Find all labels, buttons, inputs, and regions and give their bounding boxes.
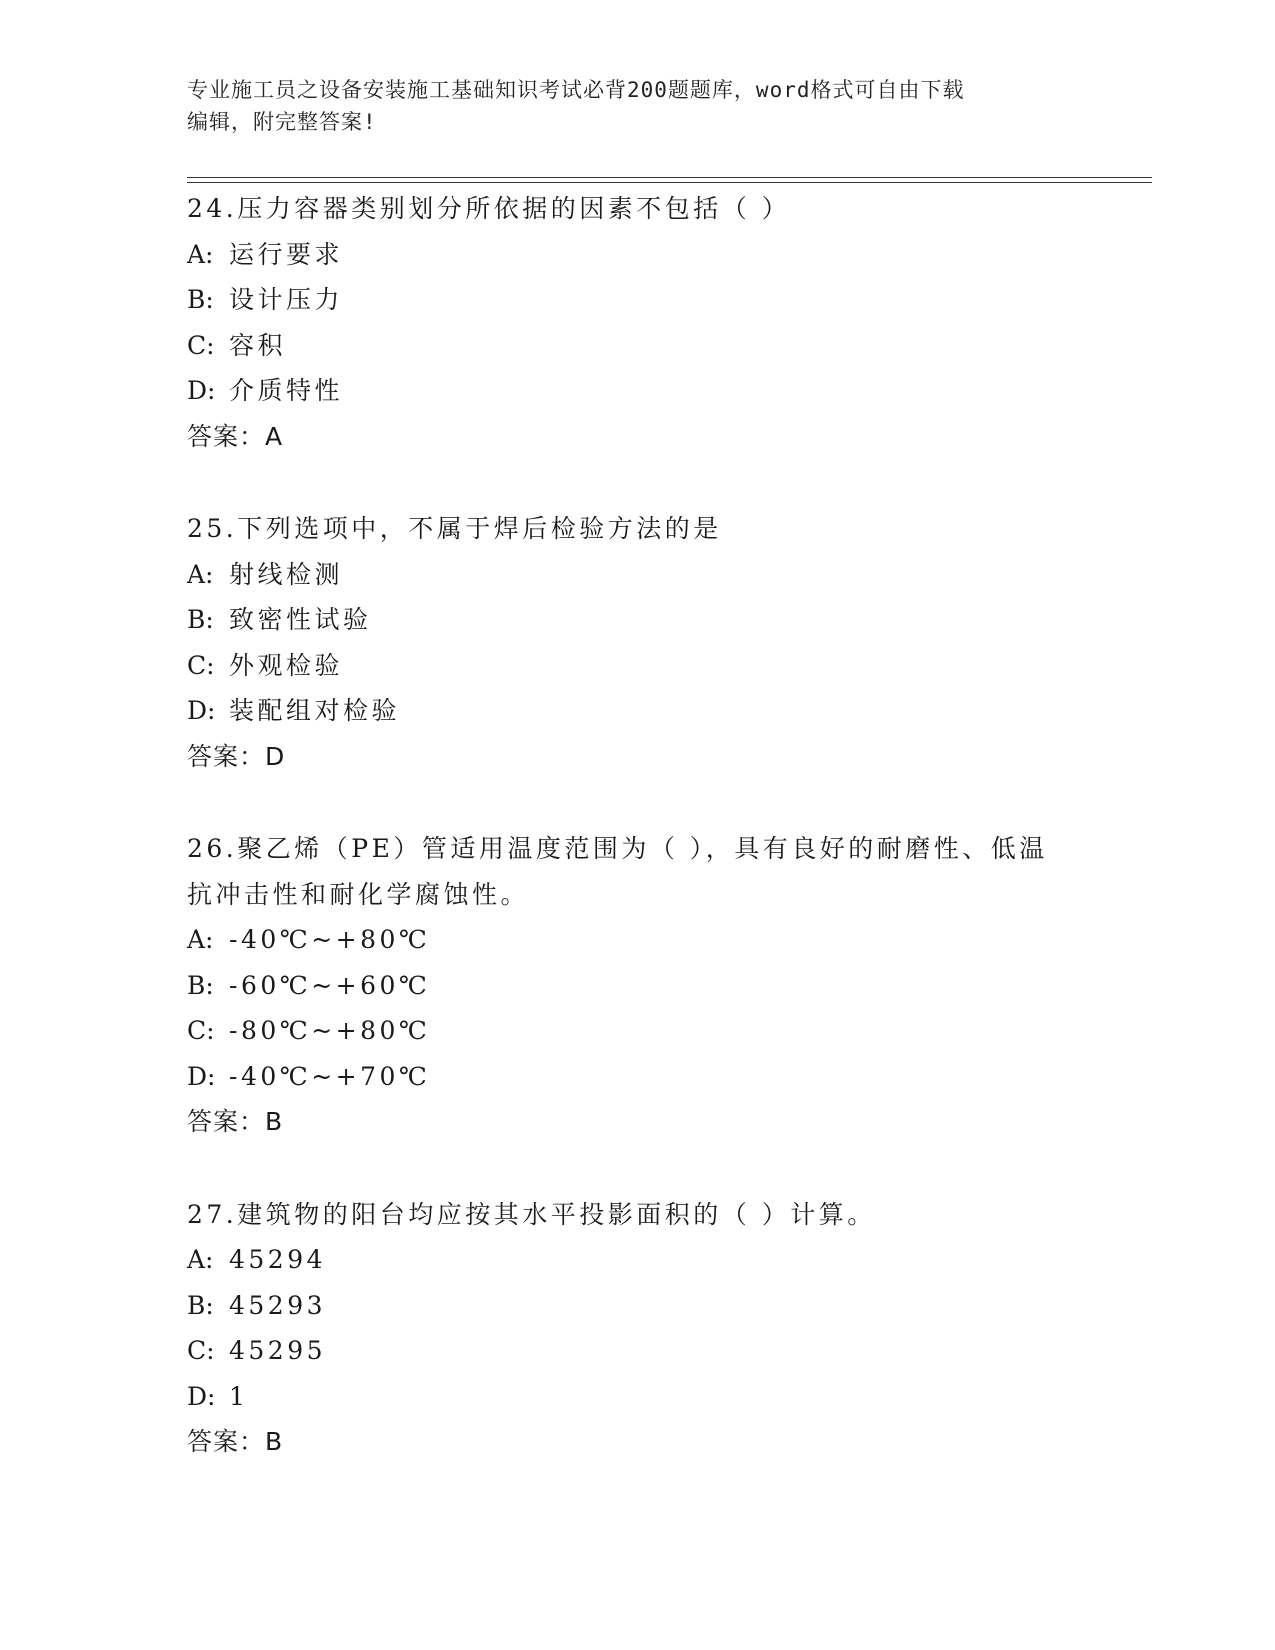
- option-a: [187, 232, 1087, 278]
- option-a: [187, 917, 1087, 963]
- option-letter: C:: [187, 650, 215, 680]
- question-26: [187, 826, 1087, 1145]
- option-text: -80℃~+80℃: [229, 1016, 431, 1045]
- option-text: -40℃~+80℃: [229, 925, 431, 954]
- option-text: 致密性试验: [229, 605, 372, 634]
- question-25: [187, 506, 1087, 779]
- option-letter: C:: [187, 330, 215, 360]
- answer-line: 答案：B: [187, 1427, 284, 1456]
- option-text: 设计压力: [229, 285, 344, 314]
- option-letter: A:: [187, 1245, 214, 1274]
- option-letter: B:: [187, 605, 214, 634]
- option-letter: B:: [187, 970, 214, 1000]
- option-c: [187, 323, 1087, 369]
- option-text: 45294: [229, 1245, 327, 1274]
- document-header: [187, 74, 1067, 138]
- option-text: -40℃~+70℃: [229, 1061, 431, 1091]
- option-letter: C:: [187, 1016, 215, 1045]
- option-a: [187, 552, 1087, 598]
- option-d: [187, 1054, 1087, 1100]
- header-divider-bottom: [187, 182, 1152, 183]
- option-letter: D:: [187, 1381, 216, 1411]
- option-text: 容积: [229, 330, 287, 360]
- option-letter: D:: [187, 696, 216, 725]
- question-stem: 25.下列选项中，不属于焊后检验方法的是: [187, 514, 722, 543]
- question-stem: 24.压力容器类别划分所依据的因素不包括（ ）: [187, 194, 791, 223]
- question-27: [187, 1192, 1087, 1465]
- answer-line: 答案：A: [187, 421, 284, 451]
- header-divider-top: [187, 177, 1152, 178]
- option-text: 装配组对检验: [229, 696, 401, 725]
- option-c: [187, 643, 1087, 689]
- question-stem: 27.建筑物的阳台均应按其水平投影面积的（ ）计算。: [187, 1199, 876, 1229]
- option-d: [187, 368, 1087, 414]
- option-text: 运行要求: [229, 239, 344, 269]
- option-a: [187, 1237, 1087, 1283]
- question-stem: 26.聚乙烯（PE）管适用温度范围为（ ），具有良好的耐磨性、低温: [187, 834, 1048, 863]
- option-c: [187, 1328, 1087, 1374]
- header-line-2: 编辑，附完整答案!: [187, 110, 377, 134]
- option-text: 射线检测: [229, 559, 344, 589]
- header-line-1: 专业施工员之设备安装施工基础知识考试必背200题题库，word格式可自由下载: [187, 78, 965, 102]
- option-text: 45295: [229, 1336, 327, 1365]
- option-text: 外观检验: [229, 650, 344, 680]
- option-letter: D:: [187, 1061, 216, 1091]
- option-b: [187, 277, 1087, 323]
- option-letter: A:: [187, 559, 214, 589]
- question-24: [187, 186, 1087, 459]
- option-letter: B:: [187, 285, 214, 314]
- option-text: -60℃~+60℃: [229, 970, 431, 1000]
- question-stem-continued: 抗冲击性和耐化学腐蚀性。: [187, 879, 530, 909]
- question-list: [187, 186, 1087, 1465]
- option-letter: C:: [187, 1336, 215, 1365]
- option-letter: D:: [187, 376, 216, 405]
- option-letter: A:: [187, 925, 214, 954]
- option-text: 介质特性: [229, 376, 344, 405]
- option-b: [187, 1283, 1087, 1329]
- option-d: [187, 688, 1087, 734]
- option-text: 45293: [229, 1290, 327, 1320]
- option-letter: B:: [187, 1290, 214, 1320]
- option-c: [187, 1008, 1087, 1054]
- option-letter: A:: [187, 239, 214, 269]
- option-b: [187, 963, 1087, 1009]
- option-b: [187, 597, 1087, 643]
- answer-line: 答案：D: [187, 741, 286, 771]
- option-d: [187, 1374, 1087, 1420]
- option-text: 1: [229, 1381, 249, 1411]
- answer-line: 答案：B: [187, 1107, 284, 1136]
